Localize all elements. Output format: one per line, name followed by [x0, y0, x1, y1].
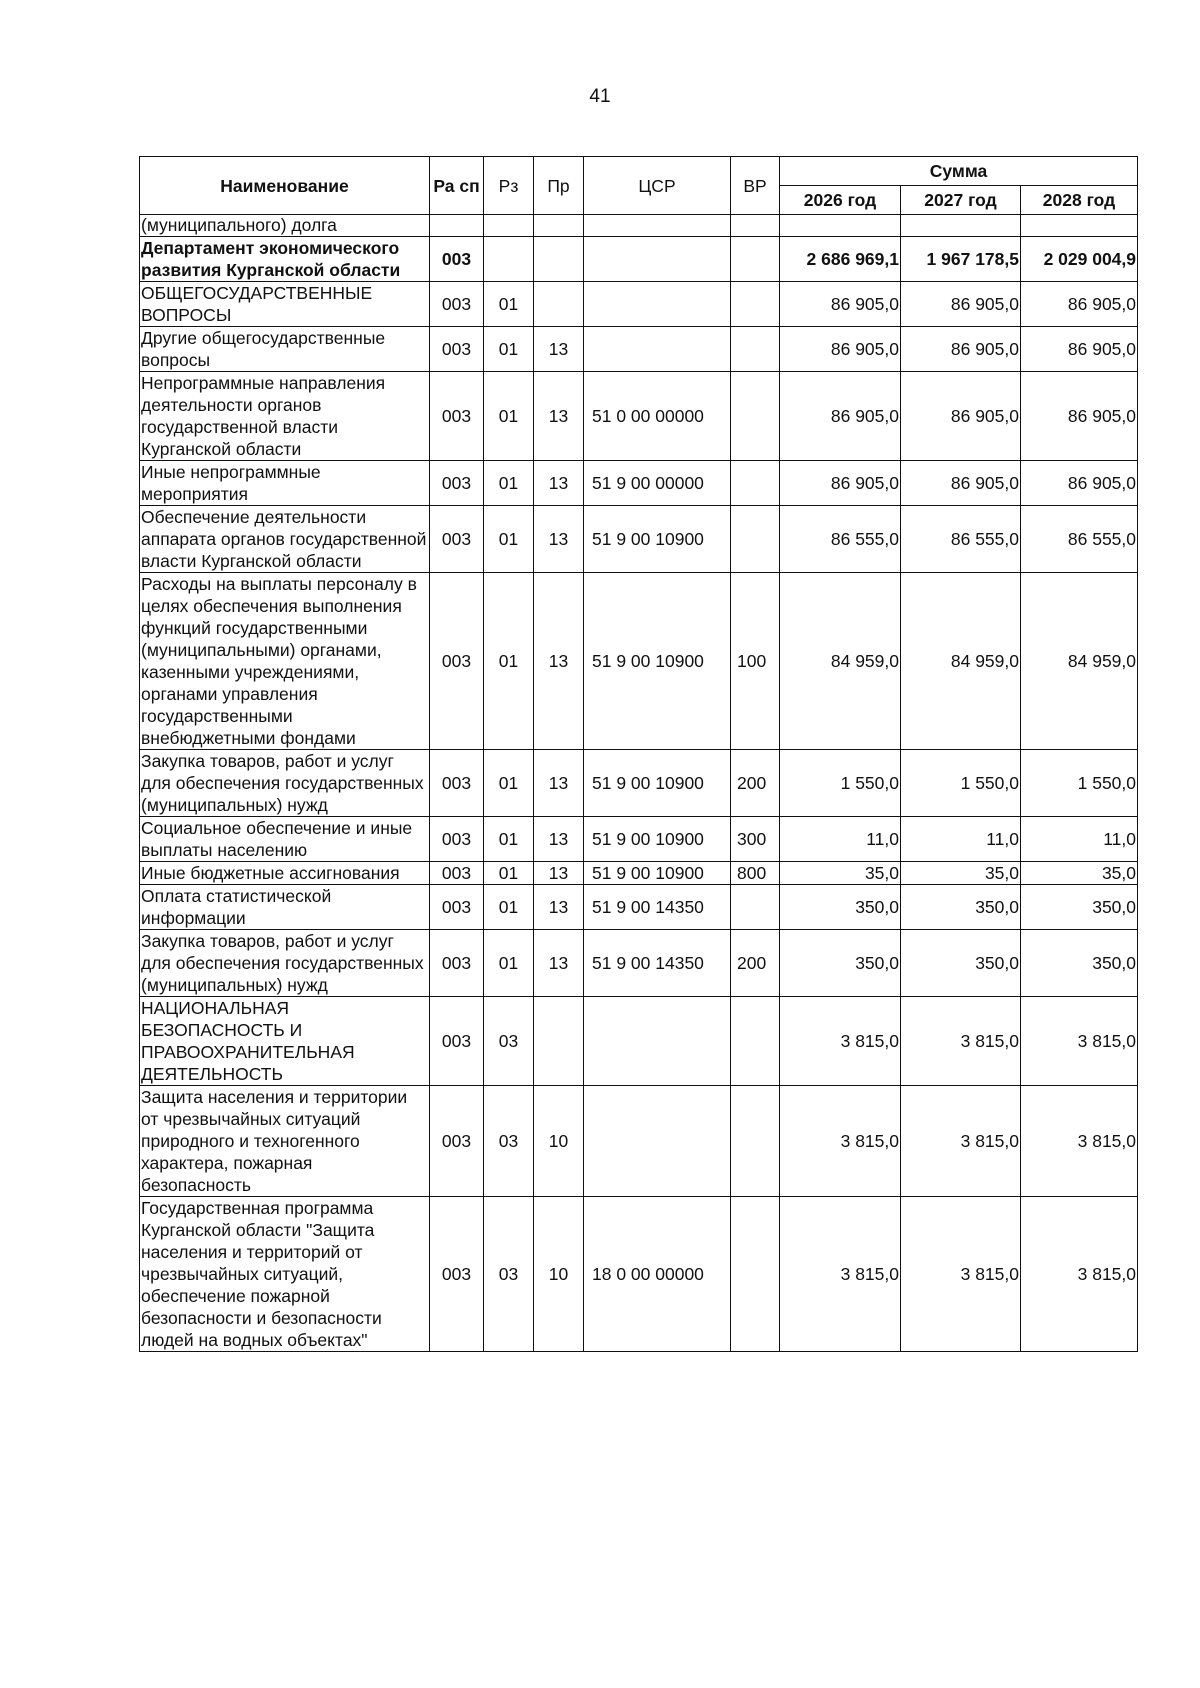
cell-csr: 51 9 00 10900 — [584, 862, 731, 885]
header-year-2027: 2027 год — [901, 186, 1021, 215]
cell-name: (муниципального) долга — [140, 215, 430, 237]
cell-csr — [584, 282, 731, 327]
cell-2026: 350,0 — [780, 930, 901, 997]
cell-pr — [534, 215, 584, 237]
cell-vr — [731, 1086, 780, 1197]
cell-2028: 2 029 004,9 — [1021, 237, 1138, 282]
cell-csr: 51 9 00 10900 — [584, 506, 731, 573]
cell-csr — [584, 215, 731, 237]
cell-pr: 13 — [534, 506, 584, 573]
table-row — [140, 573, 1138, 750]
cell-2028: 86 905,0 — [1021, 282, 1138, 327]
header-vr: ВР — [731, 157, 780, 215]
cell-vr: 200 — [731, 750, 780, 817]
cell-vr — [731, 237, 780, 282]
cell-2028: 3 815,0 — [1021, 997, 1138, 1086]
cell-rasp: 003 — [430, 997, 484, 1086]
table-row — [140, 327, 1138, 372]
cell-csr: 51 9 00 10900 — [584, 573, 731, 750]
table-row — [140, 461, 1138, 506]
cell-2028: 35,0 — [1021, 862, 1138, 885]
cell-rz: 01 — [484, 573, 534, 750]
cell-2026: 3 815,0 — [780, 1086, 901, 1197]
cell-pr: 13 — [534, 817, 584, 862]
cell-rasp: 003 — [430, 750, 484, 817]
cell-name: Обеспечение деятельности аппарата органов государственной власти Курганской области — [140, 506, 430, 573]
cell-name: Расходы на выплаты персоналу в целях обеспечения выполнения функций государственными (муниципальными) органами, казенными учреждениями, органами управления государственными внебюджетными фондами — [140, 573, 430, 750]
table-row — [140, 997, 1138, 1086]
cell-2026: 3 815,0 — [780, 1197, 901, 1352]
cell-2026: 86 905,0 — [780, 461, 901, 506]
cell-vr — [731, 282, 780, 327]
cell-2027: 86 905,0 — [901, 372, 1021, 461]
cell-2028: 11,0 — [1021, 817, 1138, 862]
cell-csr — [584, 1086, 731, 1197]
cell-rz — [484, 215, 534, 237]
cell-2026: 86 905,0 — [780, 327, 901, 372]
cell-2028: 86 905,0 — [1021, 327, 1138, 372]
header-year-2028: 2028 год — [1021, 186, 1138, 215]
table-row — [140, 506, 1138, 573]
cell-2026: 86 905,0 — [780, 372, 901, 461]
cell-rasp: 003 — [430, 461, 484, 506]
cell-2027: 86 555,0 — [901, 506, 1021, 573]
header-rz: Рз — [484, 157, 534, 215]
page-number: 41 — [589, 86, 611, 107]
cell-csr: 51 0 00 00000 — [584, 372, 731, 461]
cell-2027: 86 905,0 — [901, 327, 1021, 372]
table-row — [140, 282, 1138, 327]
cell-rz: 01 — [484, 750, 534, 817]
cell-rz: 03 — [484, 997, 534, 1086]
cell-vr: 800 — [731, 862, 780, 885]
cell-csr — [584, 327, 731, 372]
cell-name: Иные непрограммные мероприятия — [140, 461, 430, 506]
cell-rasp — [430, 215, 484, 237]
cell-2027: 3 815,0 — [901, 997, 1021, 1086]
cell-name: Другие общегосударственные вопросы — [140, 327, 430, 372]
cell-2027 — [901, 215, 1021, 237]
cell-pr: 13 — [534, 885, 584, 930]
cell-rasp: 003 — [430, 1086, 484, 1197]
cell-2028: 86 555,0 — [1021, 506, 1138, 573]
cell-csr: 51 9 00 14350 — [584, 930, 731, 997]
header-name: Наименование — [140, 157, 430, 215]
cell-pr: 10 — [534, 1197, 584, 1352]
cell-vr — [731, 372, 780, 461]
cell-2028: 84 959,0 — [1021, 573, 1138, 750]
cell-rasp: 003 — [430, 1197, 484, 1352]
cell-rasp: 003 — [430, 282, 484, 327]
cell-2026: 86 555,0 — [780, 506, 901, 573]
table-row — [140, 885, 1138, 930]
cell-vr — [731, 997, 780, 1086]
cell-rz: 01 — [484, 461, 534, 506]
cell-csr: 18 0 00 00000 — [584, 1197, 731, 1352]
cell-rasp: 003 — [430, 862, 484, 885]
cell-2028 — [1021, 215, 1138, 237]
cell-rz: 01 — [484, 506, 534, 573]
cell-rz: 03 — [484, 1086, 534, 1197]
table-body — [140, 215, 1138, 1352]
cell-2028: 3 815,0 — [1021, 1197, 1138, 1352]
header-pr: Пр — [534, 157, 584, 215]
cell-2026: 11,0 — [780, 817, 901, 862]
cell-vr: 200 — [731, 930, 780, 997]
cell-pr: 13 — [534, 573, 584, 750]
cell-rasp: 003 — [430, 327, 484, 372]
table-row — [140, 237, 1138, 282]
cell-rasp: 003 — [430, 817, 484, 862]
table-row — [140, 1086, 1138, 1197]
cell-2027: 1 967 178,5 — [901, 237, 1021, 282]
cell-2026: 86 905,0 — [780, 282, 901, 327]
cell-rz: 01 — [484, 817, 534, 862]
cell-vr — [731, 327, 780, 372]
cell-name: Закупка товаров, работ и услуг для обеспечения государственных (муниципальных) нужд — [140, 930, 430, 997]
cell-2028: 350,0 — [1021, 885, 1138, 930]
cell-2027: 350,0 — [901, 885, 1021, 930]
cell-2028: 86 905,0 — [1021, 461, 1138, 506]
cell-pr: 13 — [534, 750, 584, 817]
cell-name: Департамент экономического развития Курганской области — [140, 237, 430, 282]
cell-2028: 350,0 — [1021, 930, 1138, 997]
cell-name: Государственная программа Курганской области "Защита населения и территорий от чрезвычайных ситуаций, обеспечение пожарной безопасности и безопасности людей на водных объектах" — [140, 1197, 430, 1352]
cell-2027: 35,0 — [901, 862, 1021, 885]
cell-csr: 51 9 00 14350 — [584, 885, 731, 930]
cell-2027: 1 550,0 — [901, 750, 1021, 817]
table-row — [140, 862, 1138, 885]
cell-name: Защита населения и территории от чрезвычайных ситуаций природного и техногенного характера, пожарная безопасность — [140, 1086, 430, 1197]
cell-2027: 11,0 — [901, 817, 1021, 862]
header-rasp: Ра сп — [430, 157, 484, 215]
cell-2027: 86 905,0 — [901, 461, 1021, 506]
cell-2027: 350,0 — [901, 930, 1021, 997]
cell-pr — [534, 997, 584, 1086]
cell-2027: 86 905,0 — [901, 282, 1021, 327]
cell-csr: 51 9 00 00000 — [584, 461, 731, 506]
cell-rz: 01 — [484, 282, 534, 327]
cell-pr: 13 — [534, 930, 584, 997]
cell-2026: 2 686 969,1 — [780, 237, 901, 282]
cell-name: ОБЩЕГОСУДАРСТВЕННЫЕ ВОПРОСЫ — [140, 282, 430, 327]
cell-csr — [584, 237, 731, 282]
budget-table — [139, 156, 1138, 1352]
cell-vr — [731, 461, 780, 506]
cell-vr: 300 — [731, 817, 780, 862]
cell-rasp: 003 — [430, 506, 484, 573]
cell-rz: 01 — [484, 885, 534, 930]
cell-csr: 51 9 00 10900 — [584, 817, 731, 862]
cell-pr: 13 — [534, 372, 584, 461]
cell-pr: 10 — [534, 1086, 584, 1197]
cell-rasp: 003 — [430, 372, 484, 461]
cell-pr: 13 — [534, 461, 584, 506]
cell-pr — [534, 282, 584, 327]
cell-pr: 13 — [534, 327, 584, 372]
cell-2026: 3 815,0 — [780, 997, 901, 1086]
cell-csr: 51 9 00 10900 — [584, 750, 731, 817]
cell-rasp: 003 — [430, 930, 484, 997]
table-row — [140, 215, 1138, 237]
cell-2026: 350,0 — [780, 885, 901, 930]
cell-rz: 01 — [484, 327, 534, 372]
cell-name: Оплата статистической информации — [140, 885, 430, 930]
cell-rz: 01 — [484, 930, 534, 997]
cell-csr — [584, 997, 731, 1086]
cell-rasp: 003 — [430, 237, 484, 282]
header-csr: ЦСР — [584, 157, 731, 215]
cell-2028: 3 815,0 — [1021, 1086, 1138, 1197]
cell-vr — [731, 1197, 780, 1352]
table-row — [140, 1197, 1138, 1352]
cell-name: Закупка товаров, работ и услуг для обеспечения государственных (муниципальных) нужд — [140, 750, 430, 817]
cell-rz: 03 — [484, 1197, 534, 1352]
table-row — [140, 817, 1138, 862]
cell-2026: 1 550,0 — [780, 750, 901, 817]
cell-rasp: 003 — [430, 885, 484, 930]
cell-vr — [731, 506, 780, 573]
cell-pr — [534, 237, 584, 282]
cell-2027: 3 815,0 — [901, 1086, 1021, 1197]
header-sum: Сумма — [780, 157, 1138, 186]
cell-vr — [731, 215, 780, 237]
cell-pr: 13 — [534, 862, 584, 885]
table-row — [140, 930, 1138, 997]
cell-2027: 3 815,0 — [901, 1197, 1021, 1352]
cell-2026 — [780, 215, 901, 237]
cell-name: Социальное обеспечение и иные выплаты населению — [140, 817, 430, 862]
cell-2026: 35,0 — [780, 862, 901, 885]
cell-rasp: 003 — [430, 573, 484, 750]
cell-2028: 86 905,0 — [1021, 372, 1138, 461]
cell-name: НАЦИОНАЛЬНАЯ БЕЗОПАСНОСТЬ И ПРАВООХРАНИТЕЛЬНАЯ ДЕЯТЕЛЬНОСТЬ — [140, 997, 430, 1086]
table-row — [140, 750, 1138, 817]
cell-2028: 1 550,0 — [1021, 750, 1138, 817]
table-row — [140, 372, 1138, 461]
header-row-top — [140, 157, 1138, 186]
cell-vr — [731, 885, 780, 930]
cell-rz: 01 — [484, 372, 534, 461]
cell-name: Непрограммные направления деятельности органов государственной власти Курганской области — [140, 372, 430, 461]
header-year-2026: 2026 год — [780, 186, 901, 215]
cell-2027: 84 959,0 — [901, 573, 1021, 750]
cell-vr: 100 — [731, 573, 780, 750]
cell-2026: 84 959,0 — [780, 573, 901, 750]
cell-rz — [484, 237, 534, 282]
cell-rz: 01 — [484, 862, 534, 885]
cell-name: Иные бюджетные ассигнования — [140, 862, 430, 885]
